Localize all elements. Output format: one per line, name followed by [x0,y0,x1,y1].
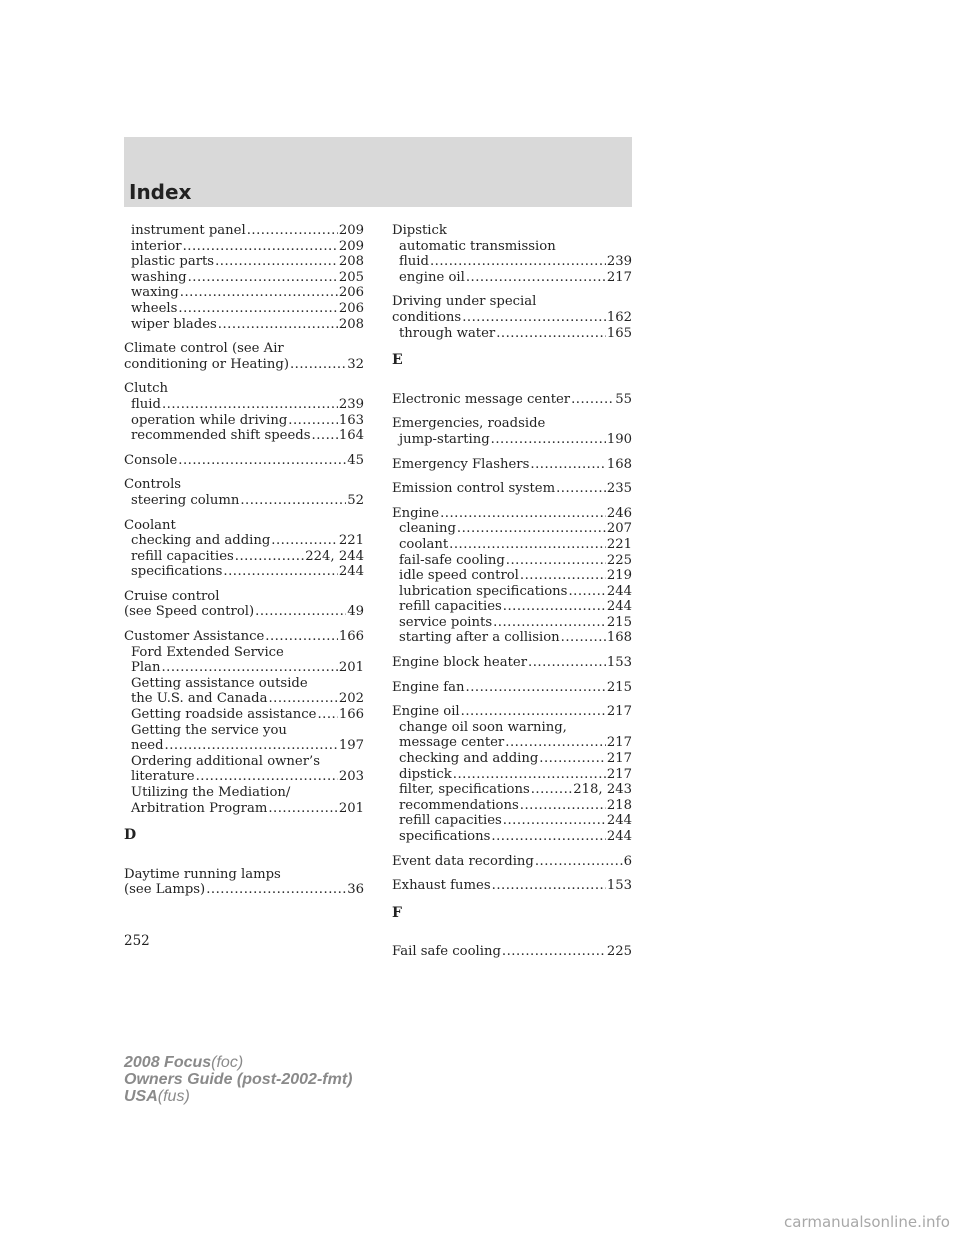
entry-page-ref: 244 [606,829,632,844]
entry-page-ref: 6 [623,853,632,869]
entry-page-ref: 235 [606,481,632,497]
entry-text: starting after a collision [399,630,560,646]
index-entry [392,655,632,671]
index-subentry [392,615,632,631]
entry-text: dipstick [399,766,452,782]
entry-page-ref: 208 [338,316,364,332]
index-entry [392,223,632,285]
entry-text: operation while driving [131,412,288,428]
index-subentry [124,691,364,707]
index-entry [392,944,632,960]
dot-leader [268,801,338,817]
dot-leader [506,553,606,569]
index-subentry [392,432,632,448]
entry-text: through water [399,325,496,341]
entry-text: Arbitration Program [131,800,268,816]
index-line [392,506,632,522]
index-subentry [392,798,632,814]
index-subentry [124,707,364,723]
dot-leader [466,270,606,286]
entry-text: steering column [131,492,240,508]
entry-text: Getting roadside assistance [131,707,317,723]
index-subentry [392,720,632,736]
index-line [392,680,632,696]
index-line [124,604,364,620]
index-line [124,381,364,397]
entry-page-ref: 32 [347,356,364,372]
entry-text: Emission control system [392,481,556,497]
entry-page-ref: 202 [338,691,364,707]
dot-leader [255,604,346,620]
entry-text: cleaning [399,521,456,537]
entry-page-ref: 225 [606,552,632,568]
index-subentry [392,767,632,783]
page-number: 252 [124,933,150,949]
entry-text: refill capacities [399,599,502,615]
entry-text: Climate control (see Air [124,341,284,357]
entry-text: checking and adding [131,533,271,549]
entry-page-ref: 52 [347,492,364,508]
entry-text: checking and adding [399,751,539,767]
entry-text: literature [131,769,195,785]
entry-text: Coolant [124,517,176,533]
entry-text: fluid [399,254,429,270]
index-line [392,294,632,310]
watermark: carmanualsonline.info [784,1213,950,1231]
entry-page-ref: 244 [606,599,632,615]
entry-text: change oil soon warning, [399,719,567,735]
entry-page-ref: 215 [606,614,632,630]
page-title: Index [129,180,192,204]
dot-leader [288,413,338,429]
index-entry [392,506,632,646]
dot-leader [561,630,606,646]
index-entry [124,629,364,816]
entry-text: idle speed control [399,568,519,584]
index-line [392,854,632,870]
section-letter: D [124,827,137,844]
footer-line-1: 2008 Focus(foc) [124,1054,244,1071]
dot-leader [491,829,605,845]
entry-text: waxing [131,285,179,301]
dot-leader [235,549,304,565]
entry-text: conditions [392,309,462,325]
entry-text: Driving under special [392,294,537,310]
entry-page-ref: 207 [606,521,632,537]
dot-leader [161,660,337,676]
entry-page-ref: 168 [606,456,632,472]
index-line [124,518,364,534]
dot-leader [520,568,606,584]
section-letter: E [392,352,403,369]
entry-page-ref: 201 [338,800,364,816]
entry-page-ref: 166 [338,629,364,645]
dot-leader [206,882,346,898]
dot-leader [268,691,337,707]
dot-leader [240,493,346,509]
dot-leader [265,629,338,645]
index-entry [392,416,632,447]
entry-text: plastic parts [131,254,215,270]
entry-text: Emergencies, roadside [392,416,546,432]
index-subentry [124,533,364,549]
index-line [124,357,364,373]
index-subentry [392,813,632,829]
index-line [392,481,632,497]
index-line [124,629,364,645]
index-entry [124,381,364,443]
dot-leader [247,223,338,239]
entry-text: Customer Assistance [124,629,265,645]
index-line [124,477,364,493]
dot-leader [496,326,606,342]
entry-text: jump-starting [399,431,490,447]
entry-page-ref: 205 [338,269,364,285]
index-subentry [124,801,364,817]
index-line [124,341,364,357]
index-subentry [124,270,364,286]
index-subentry [392,584,632,600]
index-subentry [392,270,632,286]
entry-text: Utilizing the Mediation/ [131,785,291,800]
entry-text: specifications [131,564,223,580]
entry-text: Event data recording [392,853,534,869]
entry-text: Engine block heater [392,655,528,671]
entry-page-ref: 164 [338,428,364,444]
index-subentry [124,754,364,770]
index-subentry [124,285,364,301]
entry-text: fail-safe cooling [399,552,505,568]
index-entry [392,680,632,696]
entry-text: wiper blades [131,316,217,332]
entry-page-ref: 244 [606,583,632,599]
index-subentry [392,568,632,584]
index-entry [124,223,364,332]
entry-page-ref: 224, 244 [305,548,364,564]
entry-page-ref: 201 [338,660,364,676]
entry-text: Cruise control [124,588,220,604]
dot-leader [503,813,606,829]
dot-leader [162,397,338,413]
dot-leader [180,285,338,301]
entry-page-ref: 221 [338,533,364,549]
entry-page-ref: 203 [338,769,364,785]
dot-leader [218,317,338,333]
entry-page-ref: 55 [615,391,632,407]
dot-leader [453,767,606,783]
dot-leader [556,481,606,497]
index-entry [392,704,632,844]
index-subentry [392,782,632,798]
index-line [124,882,364,898]
index-entry [124,589,364,620]
dot-leader [531,782,573,798]
entry-page-ref: 244 [606,813,632,829]
index-subentry [124,660,364,676]
dot-leader [449,537,606,553]
index-subentry [124,723,364,739]
entry-page-ref: 153 [606,655,632,671]
dot-leader [290,357,346,373]
dot-leader [571,392,614,408]
index-subentry [124,785,364,801]
index-entry [124,518,364,580]
index-entry [392,457,632,473]
entry-text: Ordering additional owner’s [131,753,320,769]
entry-page-ref: 217 [606,751,632,767]
entry-text: Engine [392,505,440,521]
index-subentry [392,829,632,845]
dot-leader [502,944,606,960]
entry-text: washing [131,269,187,285]
index-line [124,453,364,469]
entry-page-ref: 49 [347,604,364,620]
dot-leader [491,432,606,448]
index-subentry [392,599,632,615]
index-entry [392,392,632,408]
dot-leader [520,798,606,814]
entry-text: Plan [131,660,161,676]
dot-leader [271,533,338,549]
index-line [392,655,632,671]
index-entry [392,878,632,894]
entry-text: (see Speed control) [124,604,255,620]
dot-leader [178,301,337,317]
dot-leader [312,428,338,444]
index-subentry [124,549,364,565]
index-subentry [124,254,364,270]
dot-leader [317,707,337,723]
dot-leader [183,239,338,255]
entry-text: refill capacities [399,813,502,829]
entry-page-ref: 209 [338,223,364,238]
entry-text: recommendations [399,797,519,813]
entry-text: Getting assistance outside [131,675,308,691]
entry-text: Daytime running lamps [124,866,281,882]
entry-text: instrument panel [131,223,246,238]
dot-leader [461,704,606,720]
dot-leader [493,615,606,631]
index-subentry [392,239,632,255]
index-line [392,944,632,960]
index-subentry [124,413,364,429]
dot-leader [505,735,606,751]
index-subentry [392,254,632,270]
index-entry [392,854,632,870]
entry-text: automatic transmission [399,238,556,254]
entry-text: filter, specifications [399,782,530,798]
entry-text: Getting the service you [131,722,287,738]
index-subentry [124,493,364,509]
entry-text: Electronic message center [392,391,571,407]
entry-text: Fail safe cooling [392,944,501,960]
index-subentry [392,537,632,553]
index-entry [124,477,364,508]
entry-page-ref: 217 [606,766,632,782]
entry-text: Ford Extended Service [131,644,284,660]
entry-text: Emergency Flashers [392,456,530,472]
dot-leader [503,599,606,615]
entry-page-ref: 165 [606,325,632,341]
entry-text: lubrication specifications [399,583,568,599]
index-subentry [392,553,632,569]
entry-text: service points [399,614,493,630]
index-line [392,416,632,432]
entry-page-ref: 206 [338,285,364,301]
entry-page-ref: 218 [606,797,632,813]
index-entry [124,341,364,372]
entry-page-ref: 239 [338,396,364,412]
index-column-left [124,223,364,907]
entry-text: refill capacities [131,548,234,564]
index-column-right [392,223,632,969]
dot-leader [539,751,606,767]
dot-leader [530,457,605,473]
dot-leader [457,521,606,537]
entry-page-ref: 239 [606,254,632,270]
index-subentry [392,751,632,767]
entry-page-ref: 166 [338,707,364,723]
entry-page-ref: 221 [606,536,632,552]
entry-page-ref: 218, 243 [573,782,632,798]
dot-leader [188,270,338,286]
entry-page-ref: 162 [606,309,632,325]
dot-leader [462,310,606,326]
entry-page-ref: 219 [606,568,632,584]
entry-text: Clutch [124,381,168,397]
entry-text: recommended shift speeds [131,428,311,444]
index-line [392,392,632,408]
entry-page-ref: 217 [606,269,632,285]
index-entry [392,294,632,341]
entry-page-ref: 206 [338,300,364,316]
entry-page-ref: 168 [606,630,632,646]
entry-text: need [131,738,164,754]
entry-text: Exhaust fumes [392,878,491,894]
entry-page-ref: 244 [338,564,364,580]
index-line [392,223,632,239]
index-subentry [124,564,364,580]
dot-leader [535,854,623,870]
dot-leader [178,453,346,469]
dot-leader [528,655,606,671]
entry-text: conditioning or Heating) [124,356,289,372]
entry-page-ref: 190 [606,431,632,447]
entry-page-ref: 209 [338,238,364,254]
entry-text: (see Lamps) [124,882,206,898]
entry-page-ref: 197 [338,738,364,754]
dot-leader [430,254,606,270]
header-band [124,137,632,207]
index-subentry [124,239,364,255]
entry-text: engine oil [399,269,465,285]
entry-page-ref: 217 [606,704,632,720]
index-subentry [392,521,632,537]
entry-text: interior [131,238,182,254]
index-line [124,867,364,883]
entry-text: coolant [399,536,449,552]
entry-text: wheels [131,300,178,316]
dot-leader [196,769,338,785]
index-subentry [124,317,364,333]
index-subentry [392,326,632,342]
index-subentry [124,301,364,317]
entry-text: message center [399,735,505,751]
index-line [392,704,632,720]
entry-text: Engine oil [392,704,460,720]
index-line [392,457,632,473]
index-subentry [392,735,632,751]
entry-text: fluid [131,396,161,412]
dot-leader [568,584,605,600]
entry-text: Engine fan [392,679,465,695]
index-subentry [124,769,364,785]
index-subentry [124,397,364,413]
footer-doc-info [124,1054,352,1105]
dot-leader [215,254,338,270]
entry-page-ref: 153 [606,878,632,894]
dot-leader [165,738,338,754]
entry-page-ref: 163 [338,412,364,428]
index-entry [124,453,364,469]
footer-line-3: USA(fus) [124,1088,190,1105]
dot-leader [440,506,606,522]
index-entry [392,481,632,497]
index-line [124,589,364,605]
entry-page-ref: 225 [606,944,632,960]
entry-text: specifications [399,829,491,844]
footer-line-2: Owners Guide (post-2002-fmt) [124,1071,353,1088]
entry-text: Controls [124,477,182,493]
index-subentry [124,738,364,754]
index-subentry [124,645,364,661]
dot-leader [223,564,337,580]
dot-leader [466,680,606,696]
index-entry [124,867,364,898]
entry-text: Dipstick [392,223,447,238]
index-subentry [124,676,364,692]
index-line [392,310,632,326]
entry-page-ref: 215 [606,679,632,695]
index-subentry [124,428,364,444]
entry-page-ref: 246 [606,505,632,521]
dot-leader [492,878,606,894]
index-subentry [124,223,364,239]
entry-page-ref: 208 [338,254,364,270]
entry-text: Console [124,452,178,468]
entry-page-ref: 36 [347,882,364,898]
index-line [392,878,632,894]
entry-page-ref: 217 [606,735,632,751]
entry-text: the U.S. and Canada [131,691,268,707]
section-letter: F [392,904,402,921]
entry-page-ref: 45 [347,452,364,468]
index-subentry [392,630,632,646]
